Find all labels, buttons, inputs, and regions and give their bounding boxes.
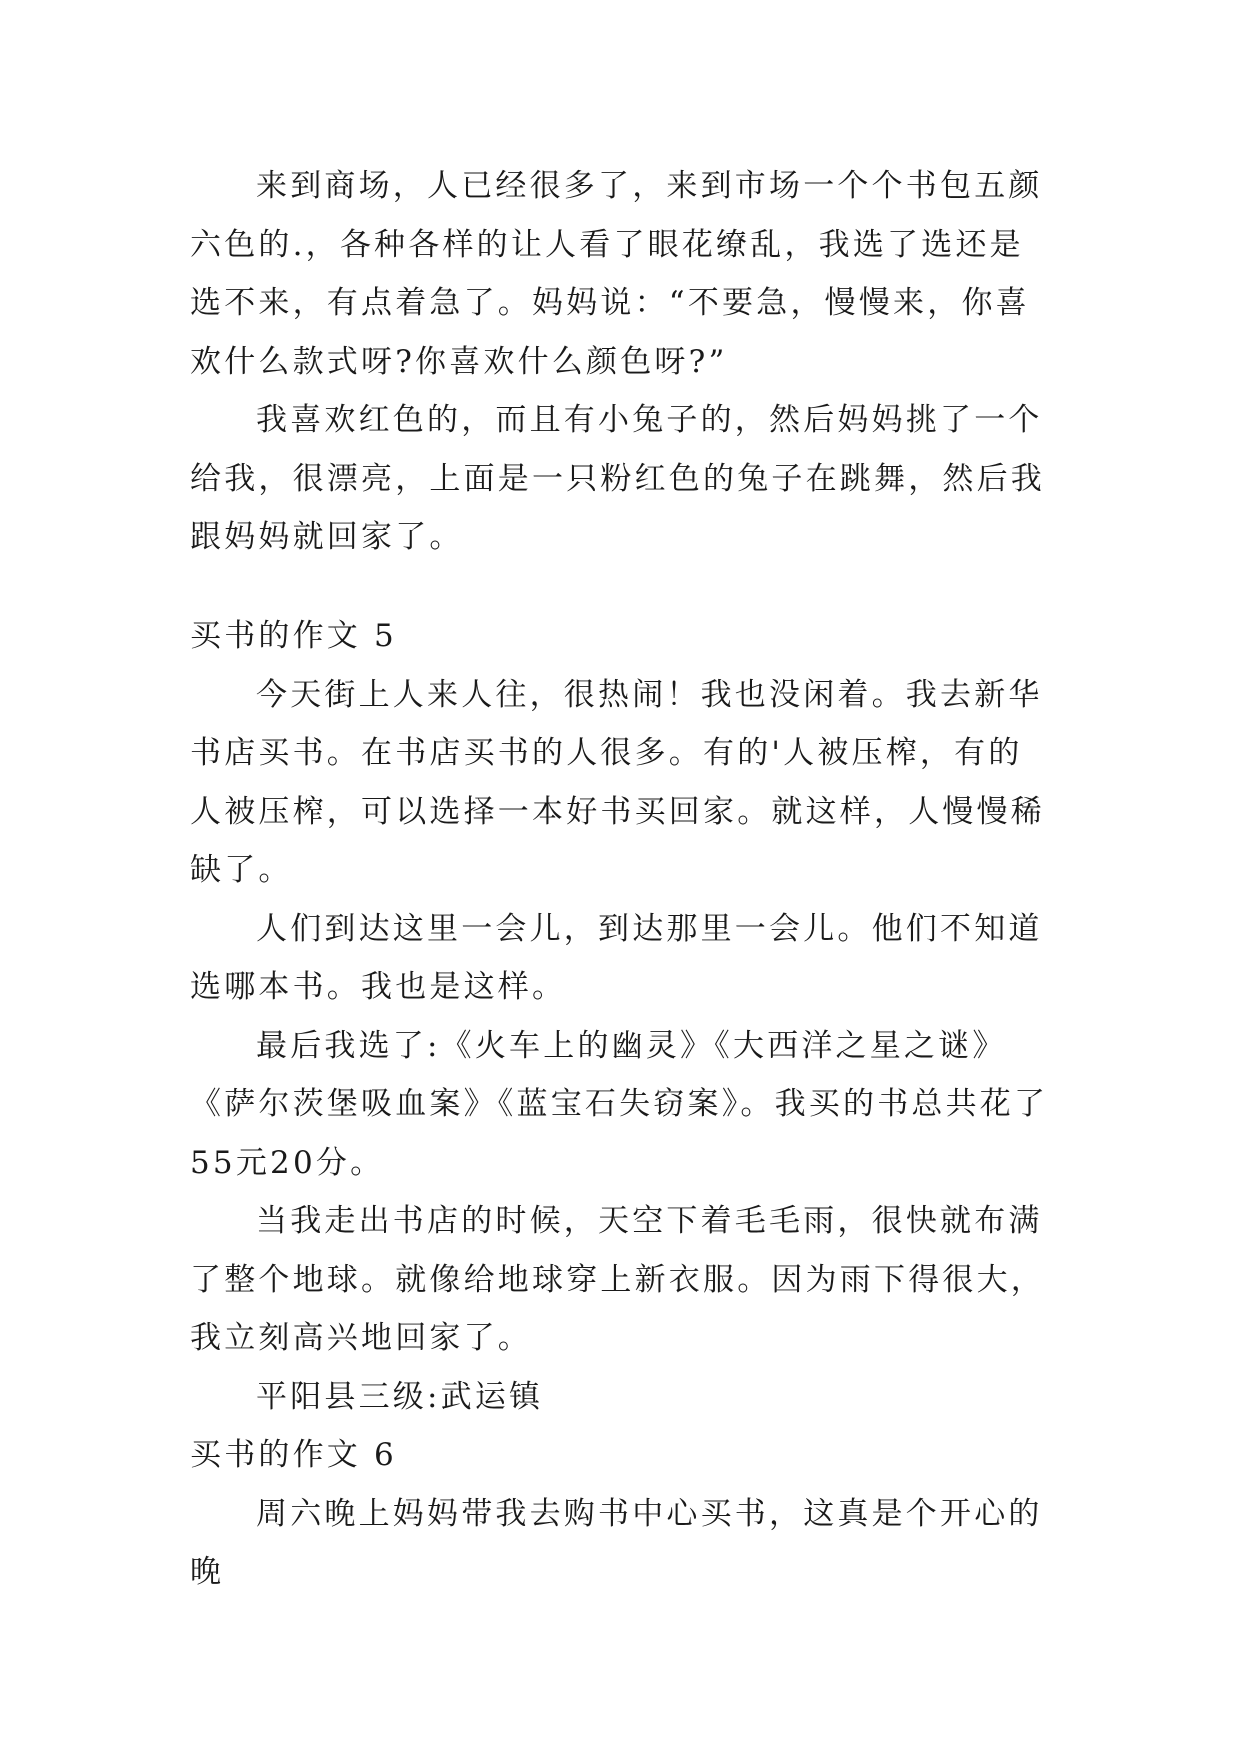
intro-section [190, 157, 1050, 567]
paragraph: 当我走出书店的时候，天空下着毛毛雨，很快就布满了整个地球。就像给地球穿上新衣服。因为雨下得很大，我立刻高兴地回家了。 [190, 1203, 1045, 1356]
paragraph: 最后我选了:《火车上的幽灵》《大西洋之星之谜》《萨尔茨堡吸血案》《蓝宝石失窃案》。我买的书总共花了55元20分。 [190, 1027, 1049, 1181]
paragraph: 今天街上人来人往，很热闹！我也没闲着。我去新华书店买书。在书店买书的人很多。有的'人被压榨，有的人被压榨，可以选择一本好书买回家。就这样，人慢慢稀缺了。 [190, 676, 1045, 888]
paragraph: 我喜欢红色的，而且有小兔子的，然后妈妈挑了一个给我，很漂亮，上面是一只粉红色的兔子在跳舞，然后我跟妈妈就回家了。 [190, 402, 1045, 555]
essay-title: 买书的作文 6 [190, 1437, 397, 1473]
paragraph: 人们到达这里一会儿，到达那里一会儿。他们不知道选哪本书。我也是这样。 [190, 910, 1043, 1005]
essay-title: 买书的作文 5 [190, 618, 397, 654]
author-line: 平阳县三级:武运镇 [256, 1378, 544, 1415]
essay-6-section [190, 1426, 1050, 1602]
paragraph: 来到商场，人已经很多了，来到市场一个个书包五颜六色的.，各种各样的让人看了眼花缭乱，我选了选还是选不来，有点着急了。妈妈说：“不要急，慢慢来，你喜欢什么款式呀?你喜欢什么颜色呀?” [190, 168, 1043, 380]
essay-5-section [190, 607, 1050, 1426]
paragraph: 周六晚上妈妈带我去购书中心买书，这真是个开心的晚 [190, 1495, 1043, 1590]
